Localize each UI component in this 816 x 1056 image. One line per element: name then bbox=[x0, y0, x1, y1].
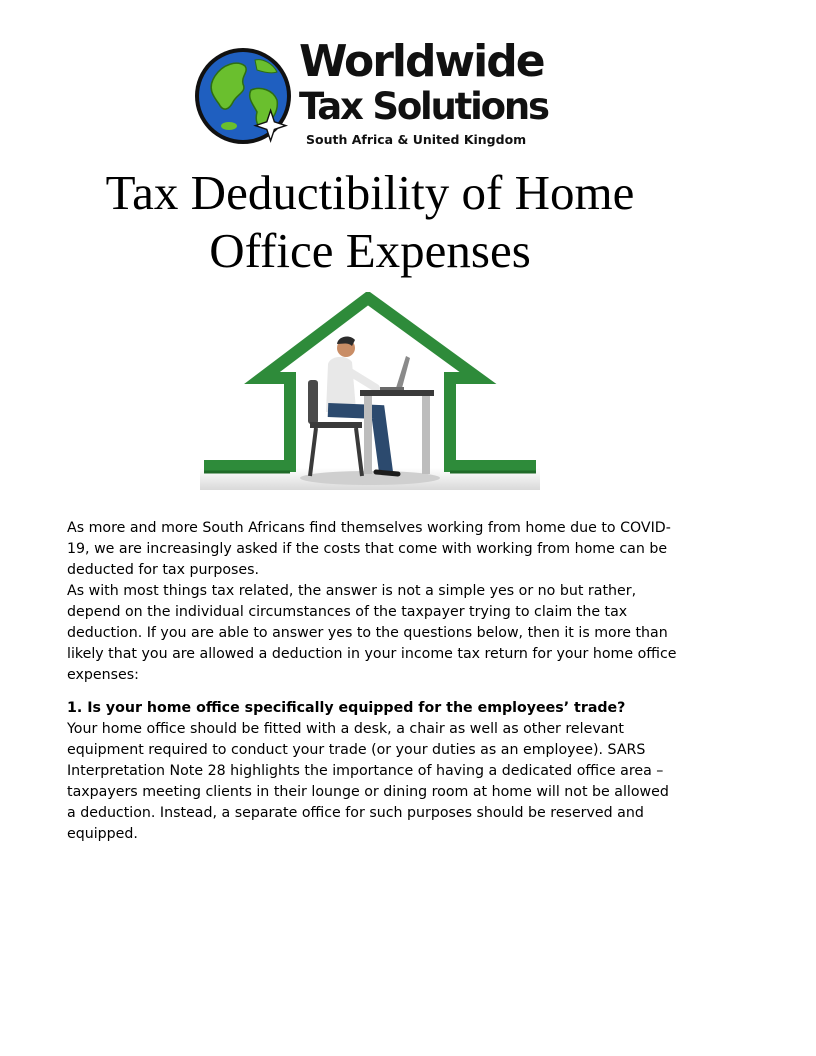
page-title-line-1: Tax Deductibility of Home bbox=[105, 165, 635, 220]
page-title bbox=[50, 164, 690, 280]
intro-paragraph-1: As more and more South Africans find themselves working from home due to COVID-19, we are increasingly asked if the costs that come with working from home can be deducted for tax purposes. bbox=[67, 520, 671, 578]
home-office-illustration bbox=[200, 292, 540, 494]
globe-icon bbox=[193, 46, 297, 150]
intro-paragraph-2: As with most things tax related, the answer is not a simple yes or no but rather, depend on the individual circumstances of the taxpayer trying to claim the tax deduction. If you are able to answer yes to the questions below, then it is more than likely that you are allowed a deduction in your income tax return for your home office expenses: bbox=[67, 583, 677, 683]
logo-text-tax-solutions: Tax Solutions bbox=[299, 85, 548, 128]
section-1-body: Your home office should be fitted with a desk, a chair as well as other relevant equipment required to conduct your trade (or your duties as an employee). SARS Interpretation Note 28 highlights the importance of having a dedicated office area – taxpayers meeting clients in their lounge or dining room at home will not be allowed a deduction. Instead, a separate office for such purposes should be reserved and equipped. bbox=[67, 721, 669, 842]
company-logo bbox=[193, 36, 553, 152]
logo-text-regions: South Africa & United Kingdom bbox=[306, 132, 527, 147]
page-title-line-2: Office Expenses bbox=[209, 223, 531, 278]
logo-text-worldwide: Worldwide bbox=[299, 36, 544, 87]
article-body bbox=[67, 518, 677, 845]
section-1-heading: 1. Is your home office specifically equipped for the employees’ trade? bbox=[67, 700, 626, 716]
